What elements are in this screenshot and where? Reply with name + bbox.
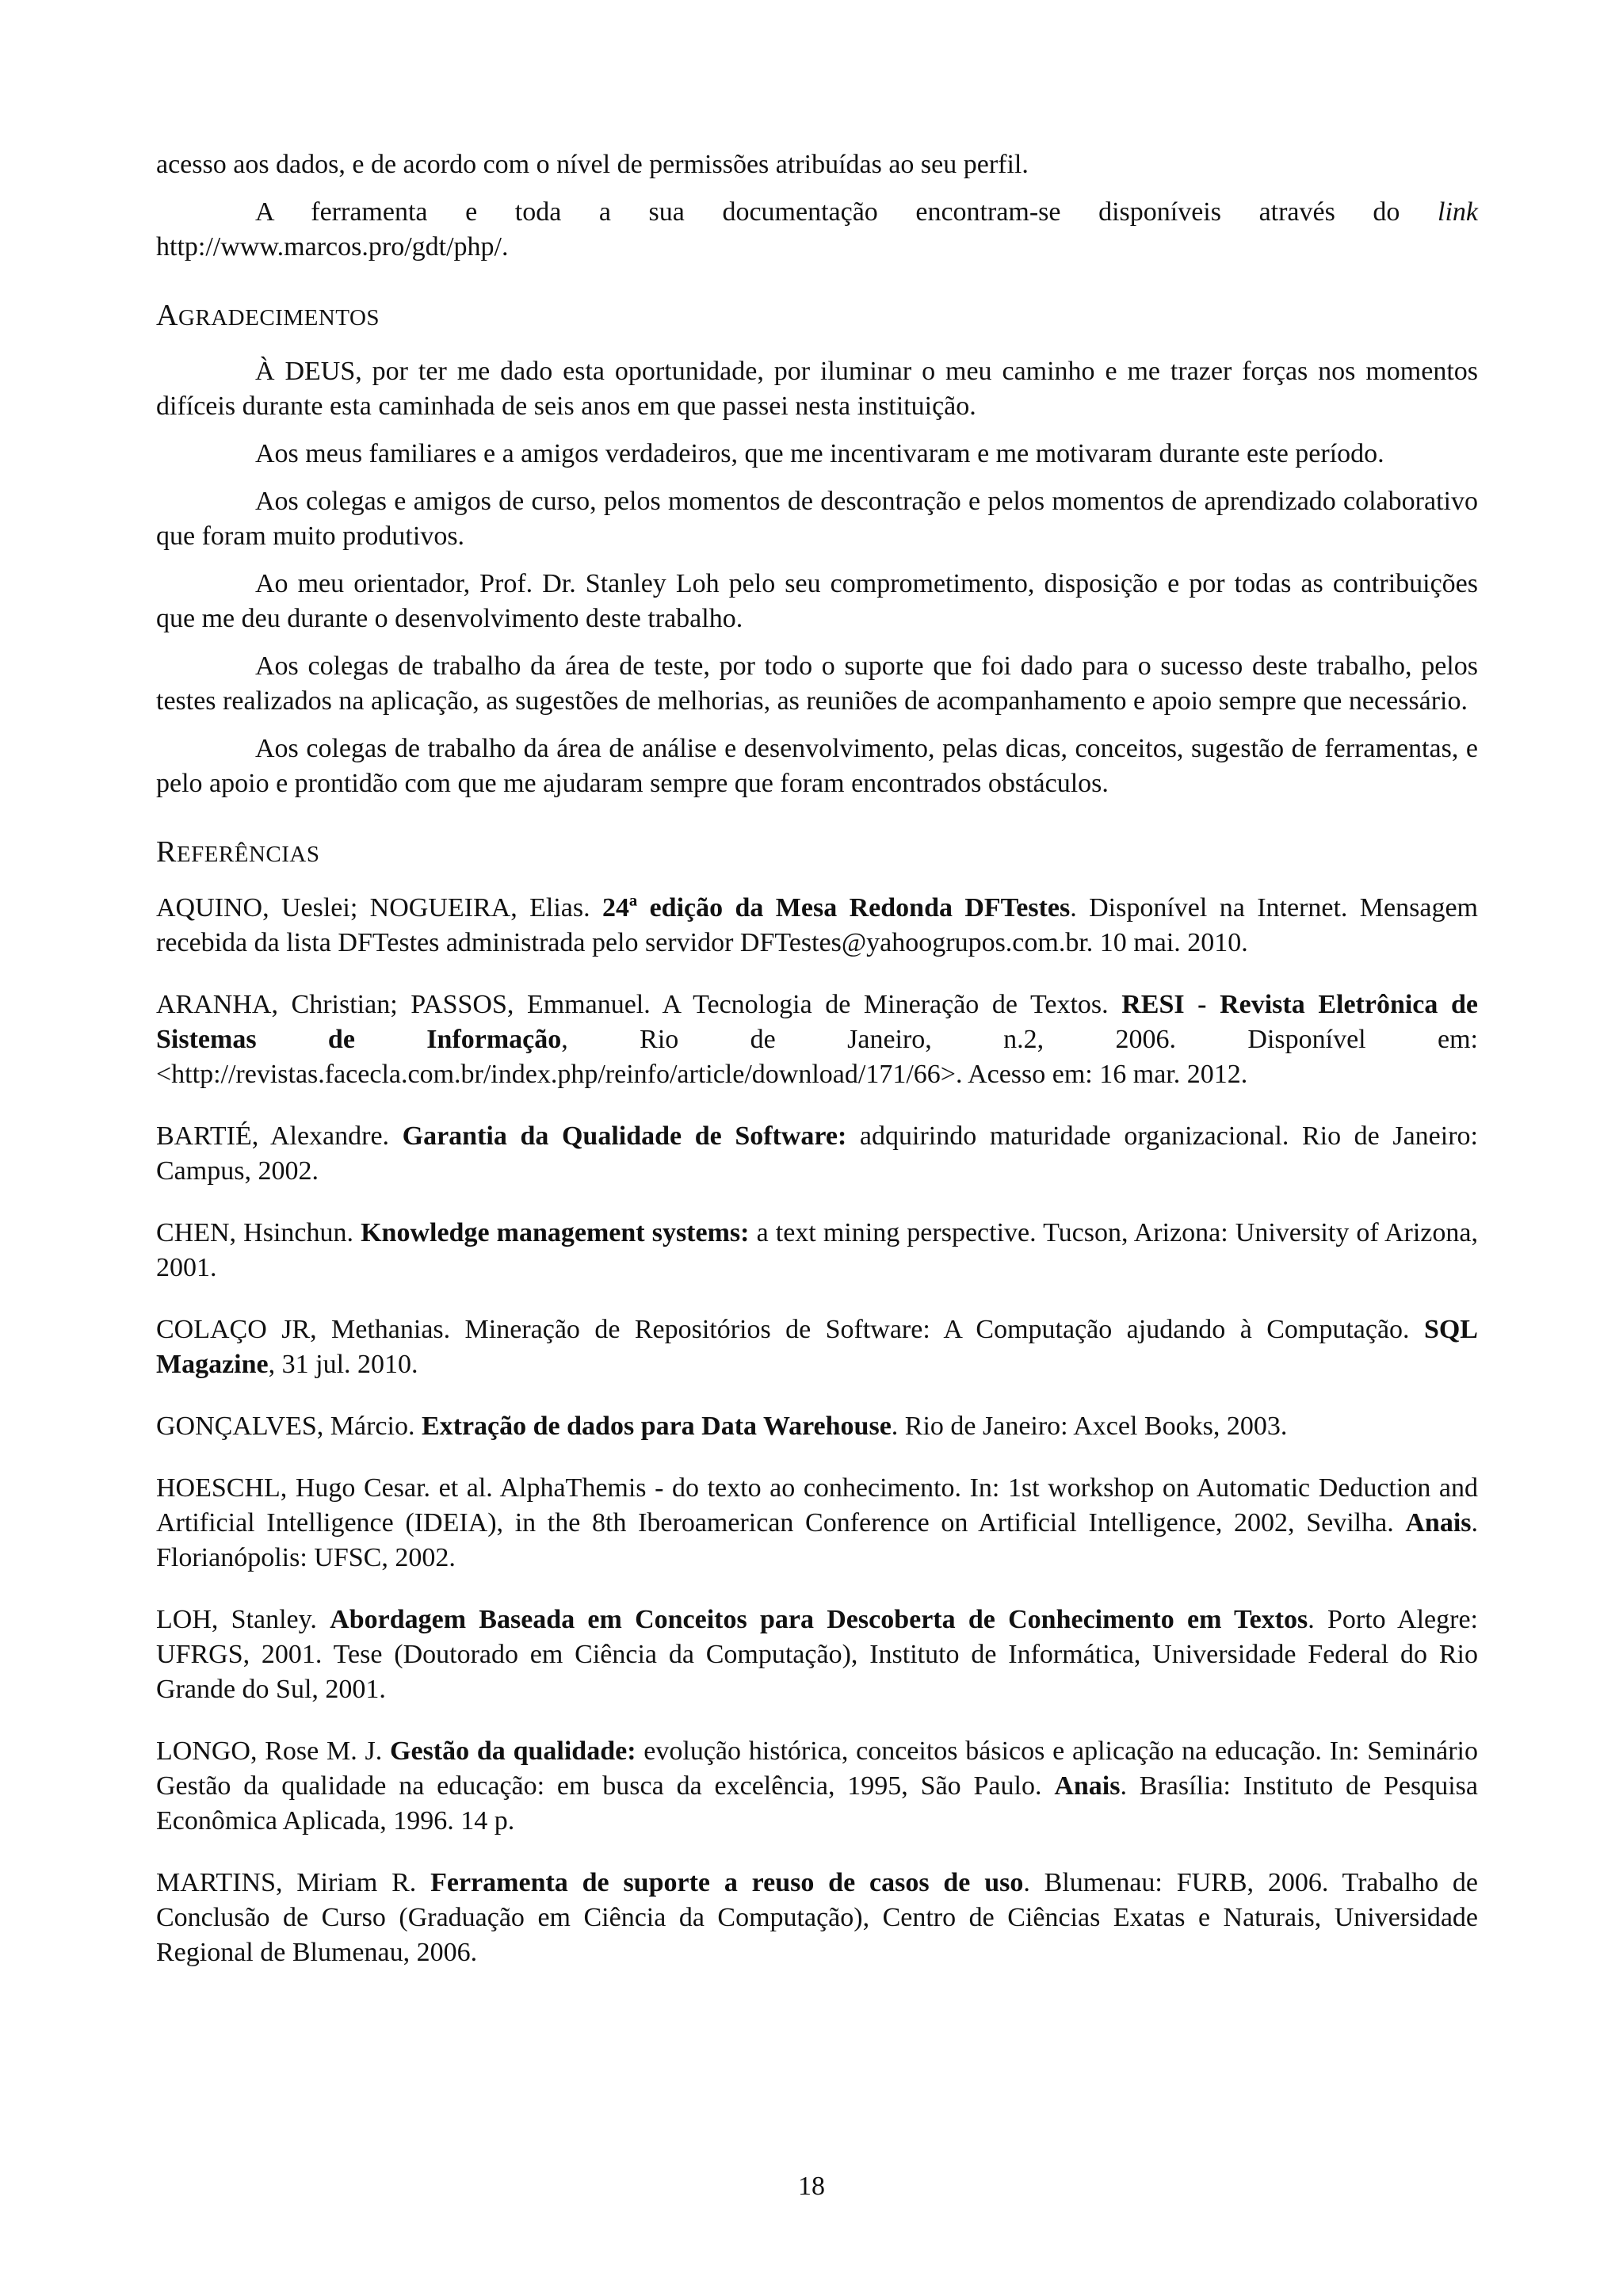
reference-text: evolução histórica, conceitos básicos e aplicação na educação. In: Seminário Gestão da qualidade na educação: em busca da excelência, 1995, São Paulo. xyxy=(156,1736,1478,1801)
agradecimentos-heading-initial: A xyxy=(156,299,178,332)
reference-text: adquirindo maturidade organizacional. Rio de Janeiro: Campus, 2002. xyxy=(156,1121,1478,1186)
reference-title: Knowledge management systems: xyxy=(361,1218,750,1247)
reference-item xyxy=(156,1603,1478,1707)
reference-text: . Disponível na Internet. Mensagem recebida da lista DFTestes administrada pelo servidor DFTestes@yahoogrupos.com.br. 10 mai. 2010. xyxy=(156,893,1478,957)
reference-text: . Rio de Janeiro: Axcel Books, 2003. xyxy=(891,1412,1288,1441)
reference-item xyxy=(156,1866,1478,1970)
reference-text: ARANHA, Christian; PASSOS, Emmanuel. A Tecnologia de Mineração de Textos. xyxy=(156,990,1122,1019)
agradecimentos-heading-rest: GRADECIMENTOS xyxy=(178,305,380,330)
document-page xyxy=(156,147,1478,1997)
reference-text: LOH, Stanley. xyxy=(156,1605,330,1634)
reference-title: Extração de dados para Data Warehouse xyxy=(421,1412,892,1441)
referencias-heading-rest: EFERÊNCIAS xyxy=(176,842,320,867)
references-list xyxy=(156,891,1478,1970)
reference-text: CHEN, Hsinchun. xyxy=(156,1218,361,1247)
agradecimento-paragraph: Aos colegas de trabalho da área de análise e desenvolvimento, pelas dicas, conceitos, sugestão de ferramentas, e pelo apoio e prontidão com que me ajudaram sempre que foram encontrados obstáculos. xyxy=(156,734,1478,798)
reference-title: Ferramenta de suporte a reuso de casos de uso xyxy=(430,1868,1024,1897)
agradecimentos-section xyxy=(156,354,1478,801)
link-word: link xyxy=(1438,197,1478,227)
reference-text: GONÇALVES, Márcio. xyxy=(156,1412,422,1441)
reference-title: 24ª edição da Mesa Redonda DFTestes xyxy=(601,893,1071,923)
agradecimento-paragraph: Ao meu orientador, Prof. Dr. Stanley Loh pelo seu comprometimento, disposição e por todas as contribuições que me deu durante o desenvolvimento deste trabalho. xyxy=(156,569,1478,633)
reference-text: a text mining perspective. Tucson, Arizona: University of Arizona, 2001. xyxy=(156,1218,1478,1282)
reference-title: Abordagem Baseada em Conceitos para Descoberta de Conhecimento em Textos xyxy=(330,1605,1308,1634)
tool-link-paragraph xyxy=(156,195,1478,265)
page-number: 18 xyxy=(798,2172,825,2201)
reference-text: MARTINS, Miriam R. xyxy=(156,1868,431,1897)
reference-title: RESI - Revista Eletrônica de Sistemas de Informação xyxy=(156,990,1478,1054)
reference-title: SQL Magazine xyxy=(156,1315,1478,1379)
agradecimento-paragraph: Aos meus familiares e a amigos verdadeiros, que me incentivaram e me motivaram durante este período. xyxy=(255,439,1384,468)
reference-item xyxy=(156,1312,1478,1382)
reference-item xyxy=(156,891,1478,961)
reference-title: Gestão da qualidade: xyxy=(390,1736,636,1766)
reference-text: . Porto Alegre: UFRGS, 2001. Tese (Doutorado em Ciência da Computação), Instituto de Informática, Universidade Federal do Rio Grande do Sul, 2001. xyxy=(156,1605,1478,1704)
reference-text: BARTIÉ, Alexandre. xyxy=(156,1121,403,1151)
referencias-heading xyxy=(156,833,1478,873)
agradecimento-paragraph: Aos colegas de trabalho da área de teste, por todo o suporte que foi dado para o sucesso deste trabalho, pelos testes realizados na aplicação, as sugestões de melhorias, as reuniões de acompanhamento e apoio sempre que necessário. xyxy=(156,651,1478,716)
agradecimento-paragraph: Aos colegas e amigos de curso, pelos momentos de descontração e pelos momentos de aprendizado colaborativo que foram muito produtivos. xyxy=(156,487,1478,551)
reference-text: AQUINO, Ueslei; NOGUEIRA, Elias. xyxy=(156,893,602,923)
intro-continuation: acesso aos dados, e de acordo com o nível de permissões atribuídas ao seu perfil. xyxy=(156,150,1029,179)
reference-title: Anais xyxy=(1405,1508,1472,1538)
agradecimentos-heading xyxy=(156,296,1478,337)
reference-text: . Brasília: Instituto de Pesquisa Econômica Aplicada, 1996. 14 p. xyxy=(156,1771,1478,1836)
reference-text: . Blumenau: FURB, 2006. Trabalho de Conclusão de Curso (Graduação em Ciência da Computação), Centro de Ciências Exatas e Naturais, Universidade Regional de Blumenau, 2006. xyxy=(156,1868,1478,1967)
tool-url: http://www.marcos.pro/gdt/php/. xyxy=(156,232,509,262)
reference-text: . Florianópolis: UFSC, 2002. xyxy=(156,1508,1478,1572)
reference-title: Anais xyxy=(1054,1771,1121,1801)
reference-text: LONGO, Rose M. J. xyxy=(156,1736,391,1766)
reference-item xyxy=(156,988,1478,1092)
referencias-heading-initial: R xyxy=(156,835,177,869)
reference-item xyxy=(156,1216,1478,1286)
reference-item xyxy=(156,1409,1478,1444)
reference-item xyxy=(156,1734,1478,1839)
tool-link-text-before: A ferramenta e toda a sua documentação encontram-se disponíveis através do xyxy=(255,197,1438,227)
reference-text: COLAÇO JR, Methanias. Mineração de Repositórios de Software: A Computação ajudando à Computação. xyxy=(156,1315,1424,1344)
reference-item xyxy=(156,1119,1478,1189)
agradecimento-paragraph: À DEUS, por ter me dado esta oportunidade, por iluminar o meu caminho e me trazer forças nos momentos difíceis durante esta caminhada de seis anos em que passei nesta instituição. xyxy=(156,357,1478,421)
reference-item xyxy=(156,1471,1478,1576)
reference-text: , 31 jul. 2010. xyxy=(268,1350,418,1379)
reference-text: , Rio de Janeiro, n.2, 2006. Disponível em: <http://revistas.facecla.com.br/index.php/reinfo/article/download/171/66>. Acesso em: 16 mar. 2012. xyxy=(156,1025,1478,1089)
reference-text: HOESCHL, Hugo Cesar. et al. AlphaThemis - do texto ao conhecimento. In: 1st workshop on Automatic Deduction and Artificial Intelligence (IDEIA), in the 8th Iberoamerican Conference on Artificial Intelligence, 2002, Sevilha. xyxy=(156,1473,1478,1538)
reference-title: Garantia da Qualidade de Software: xyxy=(402,1121,847,1151)
